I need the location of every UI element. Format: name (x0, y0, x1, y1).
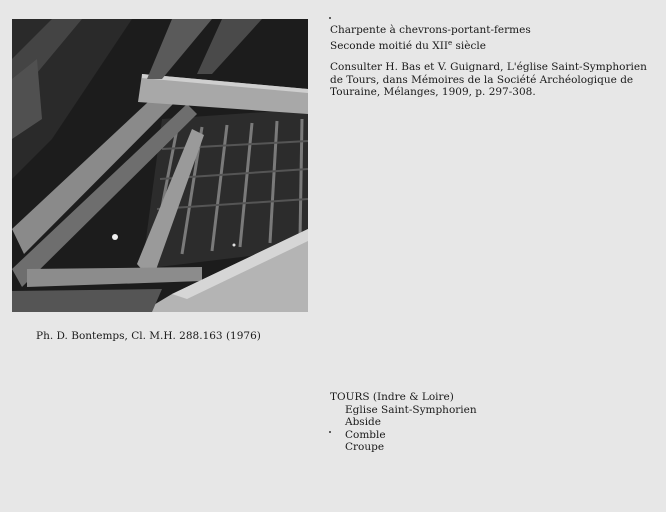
caption-date-suffix: siècle (452, 39, 486, 52)
list-bullet-dot (329, 431, 331, 433)
caption-date-sup: e (448, 38, 453, 47)
reference-line-1: Consulter H. Bas et V. Guignard, L'église Saint-Symphorien (330, 61, 647, 73)
location-item-roof: Comble (345, 428, 386, 441)
location-item-apse: Abside (345, 416, 381, 429)
reference-line-2: de Tours, dans Mémoires de la Société Archéologique de (330, 73, 634, 86)
location-item-hip: Croupe (345, 441, 385, 454)
caption-date-prefix: Seconde moitié du XII (330, 39, 449, 52)
location-block (330, 391, 477, 454)
reference-line-3: Touraine, Mélanges, 1909, p. 297-308. (330, 86, 536, 99)
photo-credit: Ph. D. Bontemps, Cl. M.H. 288.163 (1976) (36, 330, 261, 342)
caption-date (330, 37, 531, 53)
location-item-church: Eglise Saint-Symphorien (345, 403, 477, 416)
margin-dot (329, 17, 331, 19)
caption-title: Charpente à chevrons-portant-fermes (330, 24, 531, 36)
location-city: TOURS (Indre & Loire) (330, 391, 454, 403)
reference-block (330, 61, 647, 99)
caption-block (330, 24, 531, 52)
roof-framework-photo (12, 19, 308, 312)
roof-timber-image (12, 19, 308, 312)
